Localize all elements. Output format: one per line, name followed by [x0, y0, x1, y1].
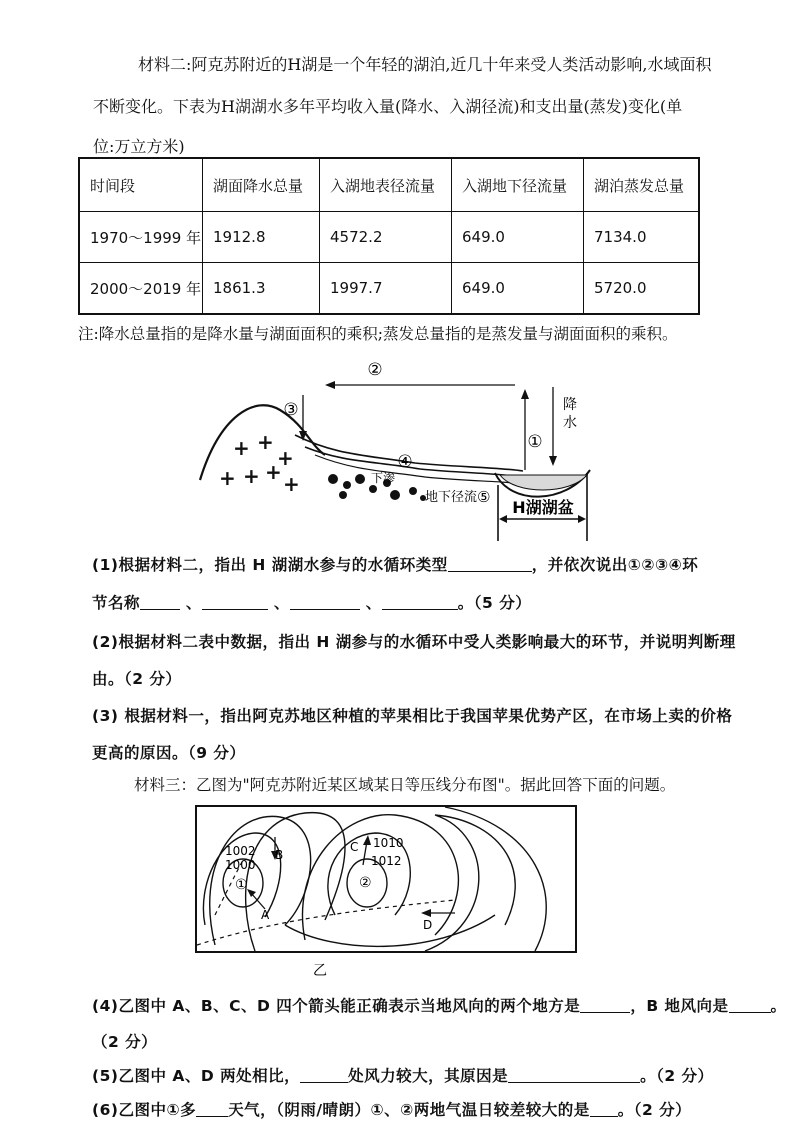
- table-cell: 4572.2: [320, 212, 452, 263]
- arrow-1-head: [521, 389, 529, 399]
- wind-arrow-d-head: [421, 909, 431, 917]
- table-cell: 2000～2019 年: [79, 263, 203, 315]
- table-cell: 649.0: [452, 212, 584, 263]
- answer-blank[interactable]: [196, 1100, 228, 1117]
- answer-blank[interactable]: [202, 593, 268, 610]
- table-header-cell: 湖面降水总量: [203, 158, 320, 212]
- question-5-text-a: (5)乙图中 A、D 两处相比，: [92, 1067, 301, 1085]
- answer-blank[interactable]: [140, 593, 180, 610]
- basin-label: H湖湖盆: [512, 498, 574, 517]
- material2-line-3: 位:万立方米): [93, 137, 185, 156]
- question-5-text-b: 处风力较大，其原因是: [348, 1067, 509, 1085]
- question-2-line-1: (2)根据材料二表中数据，指出 H 湖参与的水循环中受人类影响最大的环节，并说明判断理: [92, 633, 736, 651]
- arrow-label-c: C: [350, 840, 359, 854]
- table-header-row: [79, 158, 699, 212]
- table-note: 注:降水总量指的是降水量与湖面面积的乘积;蒸发总量指的是蒸发量与湖面面积的乘积。: [78, 325, 678, 343]
- table-header-cell: 湖泊蒸发总量: [584, 158, 700, 212]
- isobar-low-outer: [210, 816, 311, 945]
- basin-arrow-head-right: [578, 515, 586, 523]
- question-4-line-1: [92, 994, 787, 1016]
- isobar-label-1012: 1012: [371, 854, 402, 868]
- material2-line-1: 材料二:阿克苏附近的H湖是一个年轻的湖泊,近几十年来受人类活动影响,水域面积: [138, 55, 712, 74]
- isobar-label-1010: 1010: [373, 836, 404, 850]
- material2-line-2: 不断变化。下表为H湖湖水多年平均收入量(降水、入湖径流)和支出量(蒸发)变化(单: [93, 97, 683, 116]
- mountain-plus-marks: [219, 430, 300, 496]
- arrow-label-d: D: [423, 918, 433, 932]
- question-5-line: [92, 1064, 714, 1086]
- question-6-text-b: 天气，（阴雨/晴朗）①、②两地气温日较差较大的是: [228, 1101, 590, 1119]
- seepage-label: 下渗: [371, 471, 396, 485]
- table-header-cell: 入湖地表径流量: [320, 158, 452, 212]
- question-4-text-b: ，B 地风向是: [630, 997, 729, 1015]
- wind-arrow-a-head: [247, 889, 256, 897]
- answer-blank[interactable]: [448, 555, 532, 572]
- question-4-text-a: (4)乙图中 A、B、C、D 四个箭头能正确表示当地风向的两个地方是: [92, 997, 581, 1015]
- isobar-south: [285, 915, 495, 946]
- wind-arrow-a: [251, 893, 265, 909]
- table-header-cell: 时间段: [79, 158, 203, 212]
- question-6-text-a: (6)乙图中①多: [92, 1101, 197, 1119]
- table-cell: 1970～1999 年: [79, 212, 203, 263]
- isobar-label-1002: 1002: [225, 844, 256, 858]
- question-1-text-c: 节名称: [92, 594, 141, 612]
- rain-label-1: 降: [563, 397, 577, 413]
- arrow-label-a: A: [261, 908, 270, 922]
- map-caption: 乙: [313, 963, 327, 979]
- isobar-east-outer: [445, 807, 546, 951]
- question-6-text-c: 。（2 分）: [617, 1101, 692, 1119]
- question-2-line-2: 由。（2 分）: [92, 670, 182, 688]
- svg-text:+: +: [257, 430, 274, 454]
- water-cycle-diagram: [195, 355, 605, 545]
- svg-text:+: +: [277, 446, 294, 470]
- arrow-2-head: [325, 381, 335, 389]
- separator: 、: [185, 594, 202, 612]
- wind-arrow-c-head: [363, 835, 371, 845]
- table-header-cell: 入湖地下径流量: [452, 158, 584, 212]
- table-cell: 5720.0: [584, 263, 700, 315]
- svg-text:+: +: [283, 472, 300, 496]
- svg-text:+: +: [243, 464, 260, 488]
- label-3: ③: [283, 400, 299, 420]
- groundwater-label: 地下径流: [425, 490, 478, 505]
- trough-line: [197, 900, 455, 945]
- answer-blank[interactable]: [290, 593, 360, 610]
- answer-blank[interactable]: [580, 996, 630, 1013]
- question-6-line: [92, 1098, 691, 1120]
- lake-water: [500, 475, 587, 490]
- question-3-line-1: (3) 根据材料一，指出阿克苏地区种植的苹果相比于我国苹果优势产区，在市场上卖的价格: [92, 707, 733, 725]
- rain-label-2: 水: [563, 415, 577, 431]
- label-1: ①: [527, 432, 543, 452]
- table-cell: 1861.3: [203, 263, 320, 315]
- table-cell: 1997.7: [320, 263, 452, 315]
- center-label-2: ②: [359, 875, 372, 891]
- question-1-score: 。（5 分）: [457, 594, 532, 612]
- table-cell: 649.0: [452, 263, 584, 315]
- runoff-line: [305, 447, 523, 477]
- separator: 、: [273, 594, 290, 612]
- svg-text:+: +: [233, 436, 250, 460]
- label-4: ④: [397, 452, 413, 472]
- question-1-text-a: (1)根据材料二，指出 H 湖湖水参与的水循环类型: [92, 556, 448, 574]
- answer-blank[interactable]: [300, 1066, 348, 1083]
- answer-blank[interactable]: [508, 1066, 640, 1083]
- basin-arrow-head-left: [499, 515, 507, 523]
- rain-arrow-head: [549, 456, 557, 466]
- question-4-line-2: （2 分）: [92, 1033, 158, 1051]
- material3-text: 材料三：乙图为"阿克苏附近某区域某日等压线分布图"。据此回答下面的问题。: [134, 776, 676, 794]
- question-5-text-c: 。（2 分）: [640, 1067, 714, 1085]
- isobar-label-1000: 1000: [225, 858, 256, 872]
- question-3-line-2: 更高的原因。（9 分）: [92, 744, 246, 762]
- table-cell: 7134.0: [584, 212, 700, 263]
- table-cell: 1912.8: [203, 212, 320, 263]
- answer-blank[interactable]: [590, 1100, 618, 1117]
- question-1-line-2: [92, 591, 531, 613]
- answer-blank[interactable]: [729, 996, 771, 1013]
- svg-text:+: +: [219, 466, 236, 490]
- separator: 、: [365, 594, 382, 612]
- answer-blank[interactable]: [382, 593, 458, 610]
- table-row: [79, 212, 699, 263]
- question-4-text-c: 。: [770, 997, 787, 1015]
- arrow-label-b: B: [275, 848, 284, 862]
- question-1-text-b: ，并依次说出①②③④环: [531, 556, 699, 574]
- center-label-1: ①: [235, 877, 248, 893]
- label-5: ⑤: [477, 488, 491, 506]
- lake-water-budget-table: [78, 157, 700, 315]
- label-2: ②: [367, 360, 383, 380]
- isobar-map: [195, 805, 605, 985]
- svg-text:+: +: [265, 460, 282, 484]
- question-1-line-1: [92, 553, 698, 575]
- table-row: [79, 263, 699, 315]
